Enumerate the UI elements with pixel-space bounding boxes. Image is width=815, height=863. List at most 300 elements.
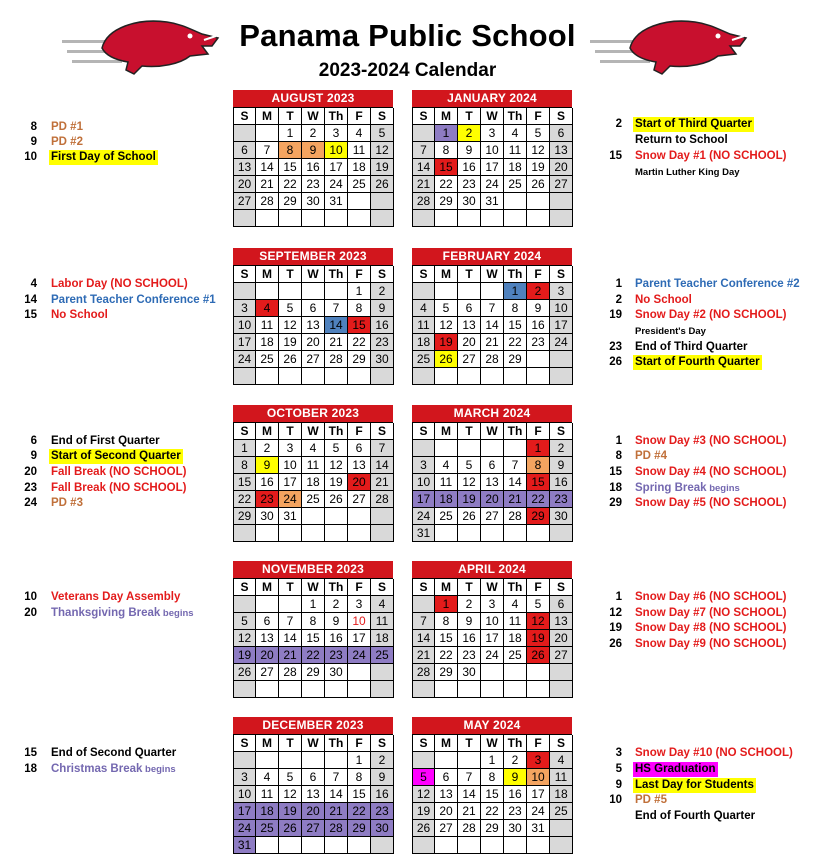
event-day: 9 <box>30 450 37 462</box>
calendar-day: 26 <box>371 176 394 193</box>
calendar-day: 9 <box>371 300 394 317</box>
calendar-empty-cell <box>550 351 573 368</box>
weekday-header: S <box>234 579 256 596</box>
calendar-day: 10 <box>234 786 256 803</box>
event-text: Snow Day #3 (NO SCHOOL) <box>635 435 787 447</box>
calendar-empty-cell <box>234 596 256 613</box>
event-text: Return to School <box>635 134 728 146</box>
weekday-header: S <box>234 108 256 125</box>
calendar-day: 11 <box>302 457 325 474</box>
event-day: 10 <box>609 794 622 806</box>
calendar-day: 7 <box>325 300 348 317</box>
calendar-day: 15 <box>302 630 325 647</box>
calendar-empty-cell <box>371 681 394 698</box>
calendar-empty-cell <box>504 210 527 227</box>
calendar-day: 13 <box>481 474 504 491</box>
calendar-day: 17 <box>279 474 302 491</box>
weekday-header: W <box>302 423 325 440</box>
calendar-day: 22 <box>435 176 458 193</box>
weekday-header: S <box>413 579 435 596</box>
weekday-header: Th <box>325 579 348 596</box>
calendar-day: 15 <box>435 159 458 176</box>
calendar-empty-cell <box>348 525 371 542</box>
calendar-day: 1 <box>504 283 527 300</box>
calendar-day: 19 <box>325 474 348 491</box>
calendar-empty-cell <box>302 210 325 227</box>
weekday-header: Th <box>504 108 527 125</box>
event-day: 12 <box>609 607 622 619</box>
event-day: 15 <box>24 309 37 321</box>
calendar-day: 8 <box>435 613 458 630</box>
calendar-day: 16 <box>371 786 394 803</box>
weekday-header: F <box>348 579 371 596</box>
weekday-header: F <box>348 735 371 752</box>
calendar-day: 31 <box>325 193 348 210</box>
calendar-day: 28 <box>325 351 348 368</box>
calendar-day: 21 <box>481 334 504 351</box>
weekday-header: S <box>550 266 573 283</box>
calendar-empty-cell <box>302 283 325 300</box>
weekday-header: W <box>481 735 504 752</box>
calendar-empty-cell <box>279 368 302 385</box>
calendar-empty-cell <box>527 351 550 368</box>
event-day: 19 <box>609 309 622 321</box>
calendar-empty-cell <box>256 596 279 613</box>
calendar-day: 10 <box>413 474 435 491</box>
calendar-day: 3 <box>325 125 348 142</box>
calendar-empty-cell <box>348 210 371 227</box>
calendar-day: 23 <box>458 647 481 664</box>
calendar-day: 5 <box>325 440 348 457</box>
weekday-header: S <box>550 108 573 125</box>
weekday-header: W <box>302 579 325 596</box>
calendar-day: 4 <box>504 125 527 142</box>
weekday-header: T <box>458 266 481 283</box>
razorback-logo-icon <box>590 10 750 80</box>
calendar-day: 9 <box>527 300 550 317</box>
calendar-empty-cell <box>279 210 302 227</box>
calendar-day: 11 <box>435 474 458 491</box>
calendar-empty-cell <box>348 508 371 525</box>
calendar-day: 13 <box>550 613 573 630</box>
calendar-empty-cell <box>504 368 527 385</box>
weekday-header: M <box>256 266 279 283</box>
calendar-empty-cell <box>458 283 481 300</box>
weekday-header: T <box>279 735 302 752</box>
calendar-day: 22 <box>435 647 458 664</box>
event-day: 1 <box>615 591 622 603</box>
calendar-day: 18 <box>413 334 435 351</box>
calendar-day: 17 <box>527 786 550 803</box>
calendar-empty-cell <box>371 193 394 210</box>
calendar-day: 10 <box>234 317 256 334</box>
calendar-empty-cell <box>458 440 481 457</box>
calendar-day: 4 <box>413 300 435 317</box>
calendar-day: 2 <box>458 596 481 613</box>
calendar-empty-cell <box>481 664 504 681</box>
calendar-day: 4 <box>504 596 527 613</box>
calendar-day: 14 <box>413 630 435 647</box>
calendar-empty-cell <box>481 440 504 457</box>
calendar-day: 7 <box>504 457 527 474</box>
calendar-day: 28 <box>504 508 527 525</box>
calendar-empty-cell <box>458 752 481 769</box>
calendar-empty-cell <box>256 837 279 854</box>
weekday-header: M <box>435 108 458 125</box>
calendar-day: 12 <box>279 317 302 334</box>
calendar-empty-cell <box>550 681 573 698</box>
event-text: PD #4 <box>635 450 667 462</box>
calendar-empty-cell <box>302 837 325 854</box>
calendar-day: 18 <box>348 159 371 176</box>
calendar-day: 3 <box>481 125 504 142</box>
calendar-day: 18 <box>504 630 527 647</box>
calendar-day: 20 <box>435 803 458 820</box>
calendar-day: 19 <box>527 159 550 176</box>
calendar-empty-cell <box>302 525 325 542</box>
calendar-day: 16 <box>371 317 394 334</box>
calendar-day: 23 <box>256 491 279 508</box>
calendar-empty-cell <box>481 210 504 227</box>
calendar-day: 25 <box>256 820 279 837</box>
calendar-empty-cell <box>550 820 573 837</box>
calendar-day: 24 <box>325 176 348 193</box>
weekday-header: F <box>527 735 550 752</box>
calendar-day: 22 <box>234 491 256 508</box>
event-day: 29 <box>609 497 622 509</box>
event-text: HS Graduation <box>635 763 716 775</box>
calendar-empty-cell <box>504 525 527 542</box>
event-day: 18 <box>609 482 622 494</box>
weekday-header: F <box>348 423 371 440</box>
calendar-day: 26 <box>279 820 302 837</box>
calendar-empty-cell <box>504 664 527 681</box>
calendar-day: 25 <box>302 491 325 508</box>
calendar-day: 27 <box>481 508 504 525</box>
weekday-header: W <box>481 266 504 283</box>
calendar-empty-cell <box>413 837 435 854</box>
weekday-header: T <box>279 579 302 596</box>
calendar-empty-cell <box>234 681 256 698</box>
calendar-day: 29 <box>348 820 371 837</box>
calendar-day: 1 <box>348 283 371 300</box>
calendar-day: 23 <box>458 176 481 193</box>
calendar-empty-cell <box>527 368 550 385</box>
weekday-header: S <box>550 579 573 596</box>
calendar-day: 17 <box>348 630 371 647</box>
calendar-day: 4 <box>302 440 325 457</box>
calendar-day: 8 <box>435 142 458 159</box>
calendar-day: 28 <box>481 351 504 368</box>
calendar-day: 20 <box>302 803 325 820</box>
weekday-header: W <box>302 735 325 752</box>
calendar-day: 9 <box>256 457 279 474</box>
calendar-day: 5 <box>527 596 550 613</box>
calendar-empty-cell <box>458 210 481 227</box>
weekday-header: S <box>234 735 256 752</box>
calendar-day: 12 <box>234 630 256 647</box>
calendar-empty-cell <box>458 368 481 385</box>
event-text: Snow Day #4 (NO SCHOOL) <box>635 466 787 478</box>
calendar-empty-cell <box>325 283 348 300</box>
calendar-day: 1 <box>435 596 458 613</box>
event-day: 8 <box>615 450 622 462</box>
calendar-day: 26 <box>279 351 302 368</box>
calendar-empty-cell <box>458 681 481 698</box>
calendar-day: 31 <box>279 508 302 525</box>
event-text: Snow Day #10 (NO SCHOOL) <box>635 747 793 759</box>
calendar-day: 21 <box>413 176 435 193</box>
calendar-empty-cell <box>504 681 527 698</box>
calendar-empty-cell <box>348 368 371 385</box>
calendar-empty-cell <box>413 283 435 300</box>
event-text: Snow Day #6 (NO SCHOOL) <box>635 591 787 603</box>
event-text: Parent Teacher Conference #1 <box>51 294 216 306</box>
event-text: Labor Day (NO SCHOOL) <box>51 278 188 290</box>
month-title: FEBRUARY 2024 <box>412 248 572 265</box>
calendar-empty-cell <box>279 752 302 769</box>
event-text: End of Third Quarter <box>635 341 748 353</box>
calendar-day: 25 <box>348 176 371 193</box>
calendar-day: 6 <box>481 457 504 474</box>
event-day: 9 <box>30 136 37 148</box>
calendar-day: 7 <box>413 142 435 159</box>
calendar-day: 28 <box>371 491 394 508</box>
calendar-empty-cell <box>481 368 504 385</box>
calendar-day: 14 <box>325 786 348 803</box>
calendar-day: 28 <box>256 193 279 210</box>
weekday-header: F <box>527 266 550 283</box>
calendar-day: 30 <box>371 820 394 837</box>
calendar-day: 20 <box>550 630 573 647</box>
calendar-day: 16 <box>256 474 279 491</box>
month-title: MARCH 2024 <box>412 405 572 422</box>
calendar-day: 21 <box>279 647 302 664</box>
calendar-day: 17 <box>413 491 435 508</box>
calendar-empty-cell <box>279 283 302 300</box>
weekday-header: F <box>348 266 371 283</box>
calendar-day: 3 <box>234 300 256 317</box>
calendar-day: 16 <box>458 159 481 176</box>
calendar-day: 14 <box>325 317 348 334</box>
weekday-header: Th <box>504 266 527 283</box>
calendar-empty-cell <box>234 525 256 542</box>
calendar-day: 5 <box>458 457 481 474</box>
calendar-day: 26 <box>325 491 348 508</box>
calendar-day: 8 <box>481 769 504 786</box>
calendar-day: 24 <box>348 647 371 664</box>
calendar-empty-cell <box>413 210 435 227</box>
event-text: PD #5 <box>635 794 667 806</box>
calendar-day: 25 <box>550 803 573 820</box>
calendar-day: 18 <box>435 491 458 508</box>
calendar-day: 29 <box>279 193 302 210</box>
calendar-day: 25 <box>413 351 435 368</box>
calendar-empty-cell <box>348 193 371 210</box>
weekday-header: Th <box>325 266 348 283</box>
calendar-day: 12 <box>371 142 394 159</box>
calendar-day: 26 <box>435 351 458 368</box>
calendar-day: 25 <box>371 647 394 664</box>
calendar-day: 4 <box>256 769 279 786</box>
event-day: 23 <box>24 482 37 494</box>
calendar-day: 25 <box>504 647 527 664</box>
calendar-empty-cell <box>348 837 371 854</box>
calendar-day: 3 <box>550 283 573 300</box>
calendar-day: 25 <box>435 508 458 525</box>
calendar-day: 21 <box>325 334 348 351</box>
weekday-header: S <box>371 579 394 596</box>
calendar-empty-cell <box>279 525 302 542</box>
weekday-header: S <box>413 108 435 125</box>
event-day: 8 <box>30 121 37 133</box>
calendar-day: 20 <box>550 159 573 176</box>
weekday-header: M <box>256 735 279 752</box>
event-text: President's Day <box>635 326 706 337</box>
event-text: End of Fourth Quarter <box>635 810 756 822</box>
calendar-day: 27 <box>234 193 256 210</box>
calendar-day: 1 <box>348 752 371 769</box>
event-text: Start of Fourth Quarter <box>635 356 760 368</box>
calendar-day: 16 <box>527 317 550 334</box>
event-text: Fall Break (NO SCHOOL) <box>51 466 187 478</box>
calendar-day: 23 <box>302 176 325 193</box>
event-text: Snow Day #9 (NO SCHOOL) <box>635 638 787 650</box>
calendar-day: 7 <box>458 769 481 786</box>
event-day: 10 <box>24 151 37 163</box>
calendar-day: 27 <box>550 647 573 664</box>
calendar-day: 11 <box>504 613 527 630</box>
calendar-day: 25 <box>256 351 279 368</box>
calendar-empty-cell <box>256 681 279 698</box>
page-subtitle: 2023-2024 Calendar <box>318 60 497 81</box>
calendar-day: 17 <box>481 159 504 176</box>
calendar-day: 6 <box>302 300 325 317</box>
weekday-header: S <box>234 423 256 440</box>
weekday-header: Th <box>325 423 348 440</box>
month-calendar <box>233 90 393 227</box>
event-text: End of First Quarter <box>51 435 160 447</box>
calendar-empty-cell <box>435 368 458 385</box>
calendar-day: 9 <box>504 769 527 786</box>
calendar-day: 9 <box>458 142 481 159</box>
calendar-day: 14 <box>504 474 527 491</box>
calendar-day: 16 <box>302 159 325 176</box>
weekday-header: T <box>279 423 302 440</box>
calendar-day: 2 <box>504 752 527 769</box>
month-calendar <box>233 717 393 854</box>
calendar-day: 25 <box>504 176 527 193</box>
calendar-day: 19 <box>279 803 302 820</box>
calendar-empty-cell <box>413 440 435 457</box>
calendar-day: 13 <box>234 159 256 176</box>
calendar-empty-cell <box>504 837 527 854</box>
calendar-day: 29 <box>302 664 325 681</box>
event-text: No School <box>635 294 692 306</box>
calendar-day: 2 <box>458 125 481 142</box>
calendar-day: 29 <box>504 351 527 368</box>
calendar-day: 11 <box>256 317 279 334</box>
calendar-day: 27 <box>348 491 371 508</box>
event-day: 18 <box>24 763 37 775</box>
weekday-header: Th <box>504 579 527 596</box>
month-title: NOVEMBER 2023 <box>233 561 393 578</box>
calendar-empty-cell <box>527 210 550 227</box>
calendar-day: 26 <box>458 508 481 525</box>
calendar-empty-cell <box>256 525 279 542</box>
calendar-empty-cell <box>371 508 394 525</box>
calendar-day: 4 <box>348 125 371 142</box>
calendar-day: 30 <box>504 820 527 837</box>
calendar-day: 19 <box>279 334 302 351</box>
calendar-empty-cell <box>302 508 325 525</box>
event-text: Start of Second Quarter <box>51 450 181 462</box>
month-calendar <box>412 561 572 698</box>
weekday-header: S <box>550 423 573 440</box>
calendar-empty-cell <box>550 837 573 854</box>
calendar-day: 12 <box>325 457 348 474</box>
calendar-day: 20 <box>234 176 256 193</box>
calendar-empty-cell <box>435 525 458 542</box>
calendar-day: 8 <box>234 457 256 474</box>
weekday-header: M <box>256 108 279 125</box>
calendar-day: 29 <box>527 508 550 525</box>
calendar-day: 21 <box>458 803 481 820</box>
weekday-header: T <box>458 108 481 125</box>
calendar-day: 13 <box>302 317 325 334</box>
event-text: Snow Day #7 (NO SCHOOL) <box>635 607 787 619</box>
weekday-header: M <box>435 423 458 440</box>
calendar-day: 7 <box>279 613 302 630</box>
calendar-day: 9 <box>371 769 394 786</box>
calendar-day: 18 <box>371 630 394 647</box>
event-day: 15 <box>609 150 622 162</box>
calendar-empty-cell <box>325 508 348 525</box>
calendar-day: 5 <box>371 125 394 142</box>
calendar-empty-cell <box>279 837 302 854</box>
razorback-logo-icon <box>62 10 222 80</box>
event-day: 10 <box>24 591 37 603</box>
calendar-day: 8 <box>279 142 302 159</box>
calendar-day: 1 <box>481 752 504 769</box>
calendar-empty-cell <box>348 681 371 698</box>
calendar-day: 29 <box>481 820 504 837</box>
calendar-day: 20 <box>302 334 325 351</box>
calendar-day: 28 <box>458 820 481 837</box>
weekday-header: Th <box>504 735 527 752</box>
calendar-day: 17 <box>481 630 504 647</box>
calendar-day: 3 <box>413 457 435 474</box>
calendar-empty-cell <box>435 837 458 854</box>
event-text: No School <box>51 309 108 321</box>
calendar-empty-cell <box>325 210 348 227</box>
event-day: 24 <box>24 497 37 509</box>
calendar-empty-cell <box>325 837 348 854</box>
calendar-empty-cell <box>302 368 325 385</box>
calendar-day: 23 <box>325 647 348 664</box>
calendar-day: 29 <box>348 351 371 368</box>
calendar-day: 9 <box>325 613 348 630</box>
calendar-day: 10 <box>527 769 550 786</box>
calendar-empty-cell <box>234 752 256 769</box>
calendar-day: 18 <box>302 474 325 491</box>
calendar-empty-cell <box>481 283 504 300</box>
calendar-day: 15 <box>279 159 302 176</box>
event-day: 20 <box>24 466 37 478</box>
month-title: MAY 2024 <box>412 717 572 734</box>
calendar-empty-cell <box>302 681 325 698</box>
weekday-header: W <box>481 579 504 596</box>
